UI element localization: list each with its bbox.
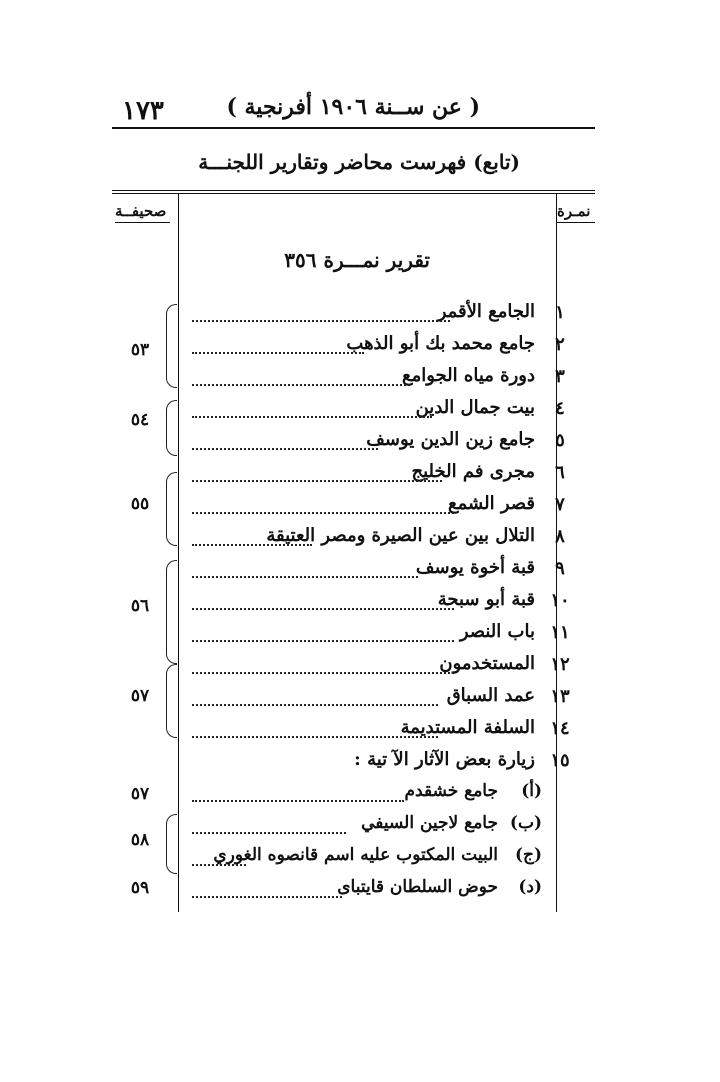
group-bracket	[166, 400, 177, 456]
dot-leader	[192, 816, 346, 834]
index-row	[180, 330, 575, 362]
entry-number: ١٠	[550, 590, 570, 611]
number-header-underline	[557, 222, 595, 223]
sub-entry-text: جامع خشقدم	[404, 781, 498, 801]
sub-entry-row	[180, 842, 560, 874]
sub-entry-letter: (أ)	[521, 781, 542, 801]
index-row	[180, 490, 575, 522]
report-title: تقرير نمـــرة ٣٥٦	[284, 248, 430, 272]
entry-text: جامع محمد بك أبو الذهب	[346, 333, 535, 354]
index-row	[180, 682, 575, 714]
sub-entry-text: حوض السلطان قايتباى	[337, 877, 498, 897]
page-reference: ٥٣	[130, 340, 150, 360]
sub-entry-row	[180, 778, 560, 810]
sub-entry-text: البيت المكتوب عليه اسم قانصوه الغوري	[213, 845, 498, 865]
dot-leader	[192, 304, 450, 322]
index-row	[180, 650, 575, 682]
entry-number: ٨	[555, 526, 565, 547]
dot-leader	[192, 688, 438, 706]
page-reference: ٥٥	[130, 494, 150, 514]
sub-entry-letter: (ب)	[509, 813, 542, 833]
dot-leader	[192, 592, 454, 610]
group-bracket	[166, 560, 177, 664]
index-row	[180, 618, 575, 650]
dot-leader	[192, 432, 378, 450]
entry-number: ١٢	[550, 654, 570, 675]
dot-leader	[192, 400, 432, 418]
page-reference: ٥٧	[130, 686, 150, 706]
entry-text: قصر الشمع	[448, 493, 535, 514]
dot-leader	[192, 624, 454, 642]
entry-number: ١	[555, 302, 565, 323]
entry-text: جامع زين الدين يوسف	[366, 429, 535, 450]
table-top-rule-double	[112, 193, 595, 194]
entry-text: التلال بين عين الصيرة ومصر العتيقة	[266, 525, 535, 546]
entry-text: مجرى فم الخليج	[411, 461, 535, 482]
index-row	[180, 746, 575, 778]
entry-number: ١٣	[550, 686, 570, 707]
dot-leader	[192, 496, 454, 514]
entry-number: ٣	[555, 366, 565, 387]
dot-leader	[192, 784, 404, 802]
dot-leader	[192, 656, 454, 674]
entry-number: ١٤	[550, 718, 570, 739]
index-row	[180, 586, 575, 618]
group-bracket	[166, 814, 177, 874]
sub-entry-row	[180, 810, 560, 842]
dot-leader	[192, 848, 246, 866]
page-header-underline	[115, 222, 170, 223]
header-rule	[112, 127, 595, 129]
entry-text: قبة أبو سبحة	[437, 589, 535, 610]
dot-leader	[192, 336, 364, 354]
entry-text: الجامع الأقمر	[437, 301, 535, 322]
entry-text: قبة أخوة يوسف	[415, 557, 535, 578]
dot-leader	[192, 368, 410, 386]
index-row	[180, 458, 575, 490]
group-bracket	[166, 304, 177, 388]
dot-leader	[192, 720, 438, 738]
dot-leader	[192, 880, 342, 898]
entry-text: عمد السباق	[446, 685, 535, 706]
entry-text: المستخدمون	[439, 653, 535, 674]
entry-number: ٦	[555, 462, 565, 483]
dot-leader	[192, 528, 312, 546]
sub-entry-letter: (د)	[518, 877, 542, 897]
dot-leader	[192, 464, 442, 482]
entry-text: بيت جمال الدين	[415, 397, 535, 418]
page-column-divider	[178, 194, 179, 912]
index-row	[180, 522, 575, 554]
sub-entry-row	[180, 874, 560, 906]
index-row	[180, 394, 575, 426]
entry-number: ٢	[555, 334, 565, 355]
section-title: (تابع) فهرست محاضر وتقارير اللجنـــة	[198, 150, 520, 174]
entry-number: ٧	[555, 494, 565, 515]
index-row	[180, 298, 575, 330]
group-bracket	[166, 472, 177, 546]
number-column-header: نمـرة	[557, 202, 591, 220]
entry-number: ٥	[555, 430, 565, 451]
page-reference: ٥٩	[130, 878, 150, 898]
page-reference: ٥٨	[130, 830, 150, 850]
page-reference: ٥٧	[130, 784, 150, 804]
entry-number: ١٥	[550, 750, 570, 771]
page-number: ١٧٣	[122, 96, 164, 126]
entry-number: ١١	[550, 622, 570, 643]
dot-leader	[192, 560, 418, 578]
running-title: ( عن ســنة ١٩٠٦ أفرنجية )	[226, 94, 480, 120]
page-reference: ٥٤	[130, 410, 150, 430]
page-reference: ٥٦	[130, 596, 150, 616]
table-top-rule	[112, 190, 595, 191]
sub-entry-letter: (ج)	[514, 845, 542, 865]
entry-number: ٩	[555, 558, 565, 579]
group-bracket	[166, 664, 177, 738]
index-row	[180, 714, 575, 746]
index-row	[180, 362, 575, 394]
entry-number: ٤	[555, 398, 565, 419]
entry-text: السلفة المستديمة	[400, 717, 535, 738]
entry-text: باب النصر	[459, 621, 535, 642]
entry-text: زيارة بعض الآثار الآ تية :	[354, 749, 535, 770]
index-row	[180, 426, 575, 458]
entry-text: دورة مياه الجوامع	[402, 365, 535, 386]
page-column-header: صحيفــة	[115, 202, 167, 220]
index-row	[180, 554, 575, 586]
sub-entry-text: جامع لاجين السيفي	[361, 813, 498, 833]
